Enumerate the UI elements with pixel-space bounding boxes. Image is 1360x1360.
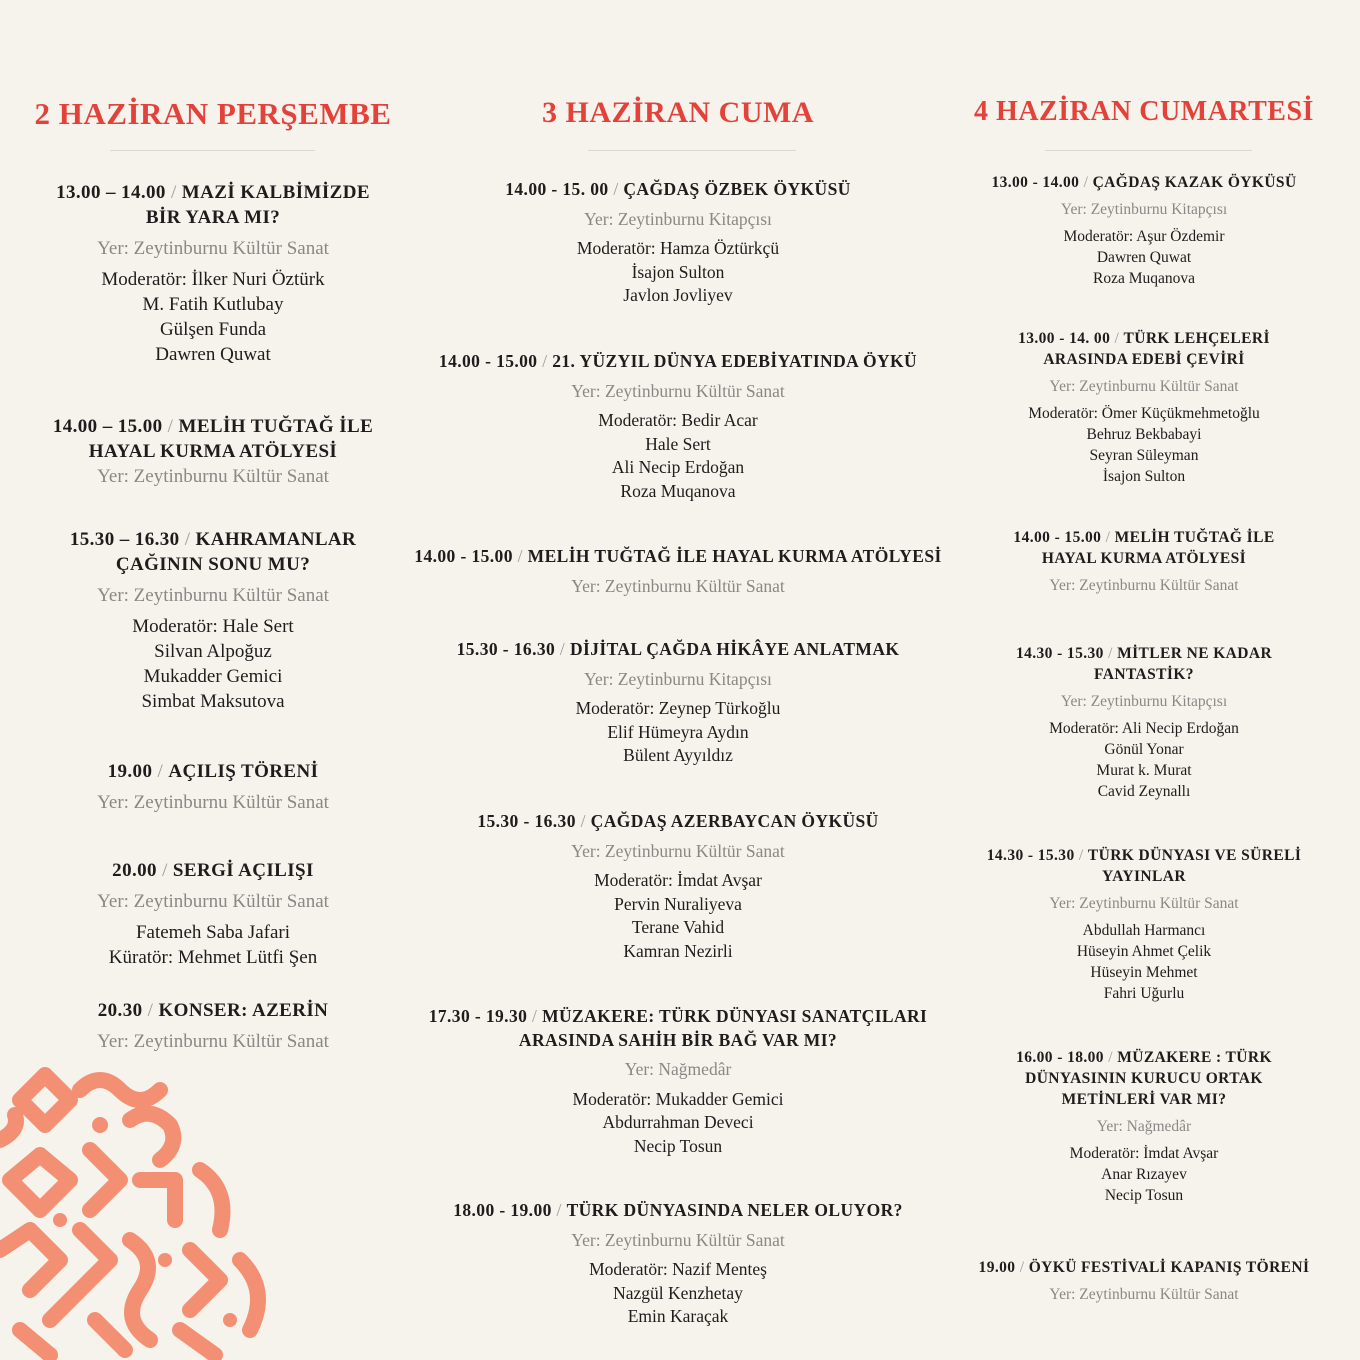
event-time: 14.30 - 15.30 — [986, 847, 1075, 864]
event-title-line — [991, 172, 1296, 193]
separator: / — [1103, 1049, 1118, 1066]
event-block — [56, 180, 370, 367]
event-title-line — [429, 1029, 928, 1053]
participant-name: Moderatör: Ali Necip Erdoğan — [1049, 720, 1239, 737]
event-venue: Yer: Zeytinburnu Kültür Sanat — [97, 466, 329, 487]
participant-name: Seyran Süleyman — [1089, 447, 1199, 464]
separator: / — [512, 546, 528, 566]
separator: / — [575, 811, 591, 831]
event-title: ÇAĞDAŞ KAZAK ÖYKÜSÜ — [1092, 174, 1297, 191]
event-time: 19.00 — [978, 1259, 1016, 1276]
day-heading: 2 HAZİRAN PERŞEMBE — [34, 96, 392, 131]
separator: / — [156, 860, 173, 881]
event-title: METİNLERİ VAR MI? — [1061, 1091, 1227, 1108]
event-title: ARASINDA SAHİH BİR BAĞ VAR MI? — [518, 1029, 838, 1050]
event-title-line — [453, 1199, 903, 1223]
event-title-line — [414, 545, 941, 569]
event-block — [453, 1199, 903, 1329]
participant-name: Pervin Nuraliyeva — [614, 893, 742, 914]
event-venue: Yer: Zeytinburnu Kültür Sanat — [97, 238, 329, 259]
event-title: MELİH TUĞTAĞ İLE — [178, 416, 374, 437]
event-time: 15.30 – 16.30 — [69, 529, 180, 550]
event-title: 21. YÜZYIL DÜNYA EDEBİYATINDA ÖYKÜ — [552, 351, 918, 371]
participant-name: Moderatör: İmdat Avşar — [1069, 1145, 1219, 1162]
event-venue: Yer: Zeytinburnu Kültür Sanat — [1049, 378, 1239, 395]
event-title: BİR YARA MI? — [145, 207, 281, 228]
participant-name: Küratör: Mehmet Lütfi Şen — [108, 947, 318, 968]
event-title: MÜZAKERE: TÜRK DÜNYASI SANATÇILARI — [542, 1006, 928, 1026]
event-title-line — [56, 205, 370, 230]
participant-name: Moderatör: Aşur Özdemir — [1063, 228, 1225, 245]
participant-name: Bülent Ayyıldız — [623, 745, 733, 765]
event-title-line — [1013, 548, 1274, 569]
participant-name: Ali Necip Erdoğan — [611, 457, 745, 477]
event-title: HAYAL KURMA ATÖLYESİ — [1041, 550, 1247, 567]
event-venue: Yer: Zeytinburnu Kültür Sanat — [97, 891, 329, 912]
separator: / — [152, 761, 169, 782]
event-venue: Yer: Zeytinburnu Kültür Sanat — [97, 792, 329, 813]
event-title: MAZİ KALBİMİZDE — [181, 182, 370, 203]
event-title-line — [987, 866, 1302, 887]
event-title: TÜRK LEHÇELERİ — [1123, 330, 1270, 347]
event-time: 15.30 - 16.30 — [456, 639, 556, 659]
ornamental-pattern-icon — [0, 1060, 300, 1360]
participant-name: Roza Muqanova — [1092, 270, 1196, 287]
event-block — [97, 858, 329, 970]
event-time: 17.30 - 19.30 — [428, 1006, 528, 1026]
event-block — [429, 1005, 928, 1158]
event-title: ÖYKÜ FESTİVALİ KAPANIŞ TÖRENİ — [1028, 1259, 1310, 1276]
event-title-line — [53, 414, 373, 439]
participant-name: Hale Sert — [645, 433, 711, 454]
participant-name: Nazgül Kenzhetay — [613, 1282, 743, 1303]
event-title: TÜRK DÜNYASINDA NELER OLUYOR? — [566, 1200, 903, 1220]
participant-name: Moderatör: Hale Sert — [132, 616, 294, 637]
event-time: 20.00 — [112, 860, 157, 881]
event-venue: Yer: Zeytinburnu Kitapçısı — [1060, 201, 1228, 218]
event-title-line — [1016, 1089, 1272, 1110]
event-title-line — [70, 527, 356, 552]
event-title: MÜZAKERE : TÜRK — [1117, 1049, 1272, 1066]
participant-name: Gönül Yonar — [1104, 741, 1184, 758]
participant-name: İsajon Sulton — [631, 261, 725, 282]
event-time: 14.00 – 15.00 — [52, 416, 163, 437]
heading-divider — [1045, 150, 1252, 151]
event-title: MELİH TUĞTAĞ İLE — [1114, 529, 1275, 546]
participants-list — [987, 920, 1302, 1004]
participants-list — [477, 869, 878, 963]
participant-name: Moderatör: Bedir Acar — [598, 410, 758, 430]
event-venue: Yer: Zeytinburnu Kitapçısı — [584, 208, 772, 229]
event-title-line — [1018, 328, 1270, 349]
event-venue: Yer: Zeytinburnu Kültür Sanat — [571, 1229, 785, 1250]
participants-list — [453, 1258, 903, 1329]
event-title-line — [1016, 643, 1272, 664]
participant-name: Moderatör: İmdat Avşar — [594, 870, 762, 890]
event-block — [1013, 527, 1274, 596]
event-time: 14.00 - 15.00 — [414, 546, 513, 566]
day-heading: 4 HAZİRAN CUMARTESİ — [974, 96, 1314, 127]
event-title: ÇAĞDAŞ AZERBAYCAN ÖYKÜSÜ — [590, 811, 879, 831]
event-title-line — [97, 998, 329, 1023]
event-time: 19.00 — [107, 761, 153, 782]
separator: / — [551, 1200, 567, 1220]
event-title: KAHRAMANLAR — [195, 529, 357, 550]
event-title: ÇAĞININ SONU MU? — [115, 554, 311, 575]
participant-name: Anar Rızayev — [1101, 1166, 1187, 1183]
event-title: DÜNYASININ KURUCU ORTAK — [1025, 1070, 1263, 1087]
event-venue: Yer: Zeytinburnu Kültür Sanat — [97, 585, 329, 606]
participant-name: Dawren Quwat — [155, 344, 271, 365]
event-time: 14.00 - 15.00 — [1013, 529, 1102, 546]
participant-name: Murat k. Murat — [1096, 762, 1192, 779]
event-time: 14.00 - 15.00 — [438, 351, 538, 371]
participant-name: Elif Hümeyra Aydın — [607, 721, 749, 742]
event-time: 13.00 – 14.00 — [56, 182, 166, 203]
participant-name: Behruz Bekbabayi — [1086, 426, 1202, 443]
event-venue: Yer: Zeytinburnu Kültür Sanat — [1049, 895, 1239, 912]
event-title: MELİH TUĞTAĞ İLE HAYAL KURMA ATÖLYESİ — [527, 546, 942, 566]
event-title-line — [56, 180, 370, 205]
event-venue: Yer: Zeytinburnu Kültür Sanat — [571, 575, 785, 596]
heading-divider — [588, 150, 796, 151]
event-block — [477, 810, 878, 963]
event-venue: Yer: Zeytinburnu Kültür Sanat — [1049, 577, 1239, 594]
event-block — [1016, 1047, 1272, 1206]
participant-name: Moderatör: İlker Nuri Öztürk — [101, 269, 325, 290]
participants-list — [97, 920, 329, 970]
participant-name: Moderatör: Ömer Küçükmehmetoğlu — [1028, 405, 1260, 422]
event-title: ÇAĞDAŞ ÖZBEK ÖYKÜSÜ — [623, 179, 851, 199]
participant-name: Cavid Zeynallı — [1097, 783, 1191, 800]
event-title-line — [439, 350, 917, 374]
event-title-line — [987, 845, 1302, 866]
event-title-line — [1016, 1047, 1272, 1068]
event-time: 16.00 - 18.00 — [1016, 1049, 1104, 1066]
event-block — [70, 527, 356, 714]
participant-name: Kamran Nezirli — [623, 940, 733, 961]
participant-name: Abdullah Harmancı — [1082, 922, 1206, 939]
event-title-line — [97, 759, 329, 784]
event-venue: Yer: Zeytinburnu Kültür Sanat — [571, 840, 785, 861]
separator: / — [1103, 645, 1118, 662]
event-block — [414, 545, 941, 598]
participant-name: Necip Tosun — [1104, 1187, 1184, 1204]
event-title: ARASINDA EDEBİ ÇEVİRİ — [1043, 351, 1245, 368]
participant-name: Roza Muqanova — [620, 480, 736, 501]
event-venue: Yer: Nağmedâr — [624, 1059, 732, 1079]
event-title: MİTLER NE KADAR — [1117, 645, 1273, 662]
participant-name: Moderatör: Hamza Öztürkçü — [576, 238, 780, 258]
event-title-line — [53, 439, 373, 464]
participant-name: Hüseyin Mehmet — [1090, 964, 1198, 981]
event-title-line — [1016, 664, 1272, 685]
event-title-line — [1018, 349, 1270, 370]
event-time: 13.00 - 14.00 — [991, 174, 1080, 191]
event-title: DİJİTAL ÇAĞDA HİKÂYE ANLATMAK — [569, 639, 900, 659]
separator: / — [162, 416, 179, 437]
participant-name: Silvan Alpoğuz — [154, 641, 272, 662]
separator: / — [1110, 330, 1124, 347]
event-title-line — [1013, 527, 1274, 548]
participant-name: Mukadder Gemici — [143, 666, 283, 687]
participants-list — [56, 267, 370, 367]
participants-list — [505, 237, 850, 308]
event-title-line — [1016, 1068, 1272, 1089]
event-block — [987, 845, 1302, 1004]
event-time: 18.00 - 19.00 — [453, 1200, 552, 1220]
event-time: 20.30 — [97, 1000, 143, 1021]
heading-divider — [110, 150, 315, 151]
separator: / — [142, 1000, 159, 1021]
participants-list — [1018, 403, 1270, 487]
participant-name: Fahri Uğurlu — [1103, 985, 1185, 1002]
participants-list — [457, 697, 900, 768]
event-venue: Yer: Zeytinburnu Kültür Sanat — [571, 380, 785, 401]
event-title: TÜRK DÜNYASI VE SÜRELİ — [1087, 847, 1302, 864]
event-block — [979, 1257, 1310, 1305]
separator: / — [608, 179, 624, 199]
event-venue: Yer: Nağmedâr — [1096, 1118, 1192, 1135]
event-title-line — [457, 638, 900, 662]
event-block — [1018, 328, 1270, 487]
participant-name: Moderatör: Mukadder Gemici — [572, 1088, 784, 1109]
event-title: YAYINLAR — [1102, 868, 1186, 885]
event-block — [97, 998, 329, 1054]
event-block — [457, 638, 900, 768]
event-block — [439, 350, 917, 503]
event-block — [97, 759, 329, 815]
participant-name: Emin Karaçak — [627, 1306, 729, 1326]
separator: / — [1074, 847, 1088, 864]
participants-list — [70, 614, 356, 714]
event-block — [505, 178, 850, 308]
event-time: 15.30 - 16.30 — [477, 811, 576, 831]
event-venue: Yer: Zeytinburnu Kitapçısı — [1060, 693, 1228, 710]
participant-name: Moderatör: Nazif Menteş — [589, 1259, 767, 1279]
participant-name: Moderatör: Zeynep Türkoğlu — [575, 698, 781, 718]
event-title-line — [70, 552, 356, 577]
participant-name: Gülşen Funda — [159, 319, 267, 340]
separator: / — [179, 529, 196, 550]
participants-list — [991, 226, 1296, 289]
participant-name: İsajon Sulton — [1102, 468, 1186, 485]
event-block — [1016, 643, 1272, 802]
participant-name: Abdurrahman Deveci — [602, 1112, 754, 1132]
participants-list — [439, 409, 917, 503]
event-venue: Yer: Zeytinburnu Kültür Sanat — [97, 1031, 329, 1052]
separator: / — [555, 639, 570, 659]
participant-name: Hüseyin Ahmet Çelik — [1076, 943, 1212, 960]
participant-name: Necip Tosun — [633, 1135, 723, 1156]
separator: / — [165, 182, 182, 203]
event-block — [53, 414, 373, 489]
day-heading: 3 HAZİRAN CUMA — [542, 96, 814, 129]
participant-name: Javlon Jovliyev — [623, 285, 733, 305]
participant-name: Terane Vahid — [631, 917, 725, 937]
event-title: KONSER: AZERİN — [158, 1000, 329, 1021]
event-venue: Yer: Zeytinburnu Kitapçısı — [584, 668, 772, 689]
event-title-line — [979, 1257, 1310, 1278]
separator: / — [527, 1006, 543, 1026]
participants-list — [1016, 718, 1272, 802]
event-title-line — [429, 1005, 928, 1029]
event-time: 13.00 - 14. 00 — [1018, 330, 1111, 347]
participants-list — [1016, 1143, 1272, 1206]
event-block — [991, 172, 1296, 289]
participant-name: M. Fatih Kutlubay — [142, 294, 284, 315]
participants-list — [429, 1088, 928, 1159]
event-title: SERGİ AÇILIŞI — [172, 860, 314, 881]
event-title: FANTASTİK? — [1094, 666, 1194, 683]
event-time: 14.30 - 15.30 — [1015, 645, 1104, 662]
event-title-line — [477, 810, 878, 834]
separator: / — [537, 351, 553, 371]
participant-name: Fatemeh Saba Jafari — [135, 922, 291, 943]
event-title-line — [505, 178, 850, 202]
event-venue: Yer: Zeytinburnu Kültür Sanat — [1049, 1286, 1239, 1303]
event-title-line — [97, 858, 329, 883]
separator: / — [1101, 529, 1115, 546]
separator: / — [1015, 1259, 1029, 1276]
participant-name: Dawren Quwat — [1096, 249, 1192, 266]
separator: / — [1079, 174, 1093, 191]
participant-name: Simbat Maksutova — [141, 691, 285, 712]
event-title: AÇILIŞ TÖRENİ — [168, 761, 319, 782]
event-title: HAYAL KURMA ATÖLYESİ — [88, 441, 338, 462]
event-time: 14.00 - 15. 00 — [505, 179, 609, 199]
